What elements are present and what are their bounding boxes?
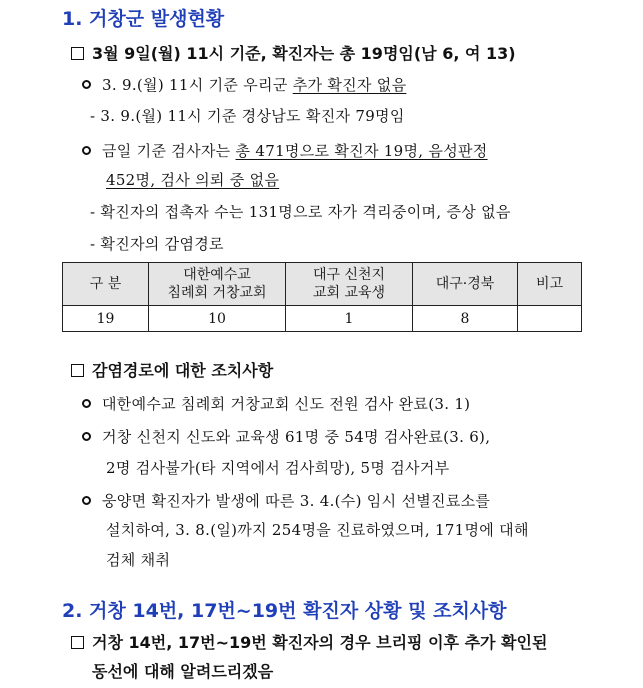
section2-text: 거창 14번, 17번~19번 확진자의 경우 브리핑 이후 추가 확인된 — [92, 633, 548, 652]
section1-heading: 1. 거창군 발생현황 — [62, 8, 225, 30]
table-header-cell: 구 분 — [63, 263, 149, 306]
table-header-cell: 대구·경북 — [413, 263, 518, 306]
checkbox-square-icon — [71, 47, 84, 60]
item-text: 금일 기준 검사자는 — [102, 142, 236, 160]
table-header-cell: 대구 신천지 교회 교육생 — [286, 263, 413, 306]
bullet-item-test-summary — [82, 140, 488, 161]
infection-route-table — [62, 262, 582, 332]
circle-bullet-icon — [82, 146, 91, 155]
bullet-item-test-summary-cont — [106, 169, 279, 190]
table-row — [63, 306, 582, 332]
measure-item-church-tests — [82, 393, 470, 414]
item-text: 대한예수교 침례회 거창교회 신도 전원 검사 완료(3. 1) — [102, 395, 471, 413]
measure-item-screening-clinic-cont2: 검체 채취 — [106, 551, 171, 569]
section2-line — [71, 630, 547, 653]
checkbox-square-icon — [71, 364, 84, 377]
table-cell: 8 — [413, 306, 518, 332]
item-text: 3. 9.(월) 11시 기준 우리군 — [102, 76, 293, 94]
sub-item-gyeongnam-total: - 3. 9.(월) 11시 기준 경상남도 확진자 79명임 — [90, 107, 405, 125]
table-header-cell: 비고 — [518, 263, 582, 306]
summary-text: 3월 9일(월) 11시 기준, 확진자는 총 19명임(남 6, 여 13) — [92, 44, 516, 63]
table-header-cell: 대한예수교 침례회 거창교회 — [149, 263, 286, 306]
table-cell — [518, 306, 582, 332]
sub-item-infection-route: - 확진자의 감염경로 — [90, 235, 224, 253]
checkbox-square-icon — [71, 636, 84, 649]
table-header-row — [63, 263, 582, 306]
item-underlined-text: 452명, 검사 의뢰 중 없음 — [106, 171, 280, 189]
measures-heading — [71, 358, 273, 381]
section2-line-cont: 동선에 대해 알려드리겠음 — [92, 662, 274, 681]
measure-item-screening-clinic-cont1: 설치하여, 3. 8.(일)까지 254명을 진료하였으며, 171명에 대해 — [106, 521, 529, 539]
measures-heading-text: 감염경로에 대한 조치사항 — [92, 361, 274, 380]
item-underlined-text: 총 471명으로 확진자 19명, 음성판정 — [235, 142, 488, 160]
measure-item-shincheonji-cont: 2명 검사불가(타 지역에서 검사희망), 5명 검사거부 — [106, 459, 450, 477]
item-underlined-text: 추가 확진자 없음 — [292, 76, 407, 94]
circle-bullet-icon — [82, 80, 91, 89]
item-text: 웅양면 확진자가 발생에 따른 3. 4.(수) 임시 선별진료소를 — [102, 492, 491, 510]
circle-bullet-icon — [82, 432, 91, 441]
section2-heading: 2. 거창 14번, 17번~19번 확진자 상황 및 조치사항 — [62, 600, 507, 622]
bullet-item-no-new-cases — [82, 74, 406, 95]
sub-item-contacts: - 확진자의 접촉자 수는 131명으로 자가 격리중이며, 증상 없음 — [90, 203, 511, 221]
circle-bullet-icon — [82, 496, 91, 505]
measure-item-screening-clinic — [82, 490, 490, 511]
summary-line — [71, 41, 516, 64]
item-text: 거창 신천지 신도와 교육생 61명 중 54명 검사완료(3. 6), — [102, 428, 491, 446]
table-cell: 1 — [286, 306, 413, 332]
table-cell: 10 — [149, 306, 286, 332]
table-cell: 19 — [63, 306, 149, 332]
measure-item-shincheonji — [82, 426, 490, 447]
circle-bullet-icon — [82, 399, 91, 408]
